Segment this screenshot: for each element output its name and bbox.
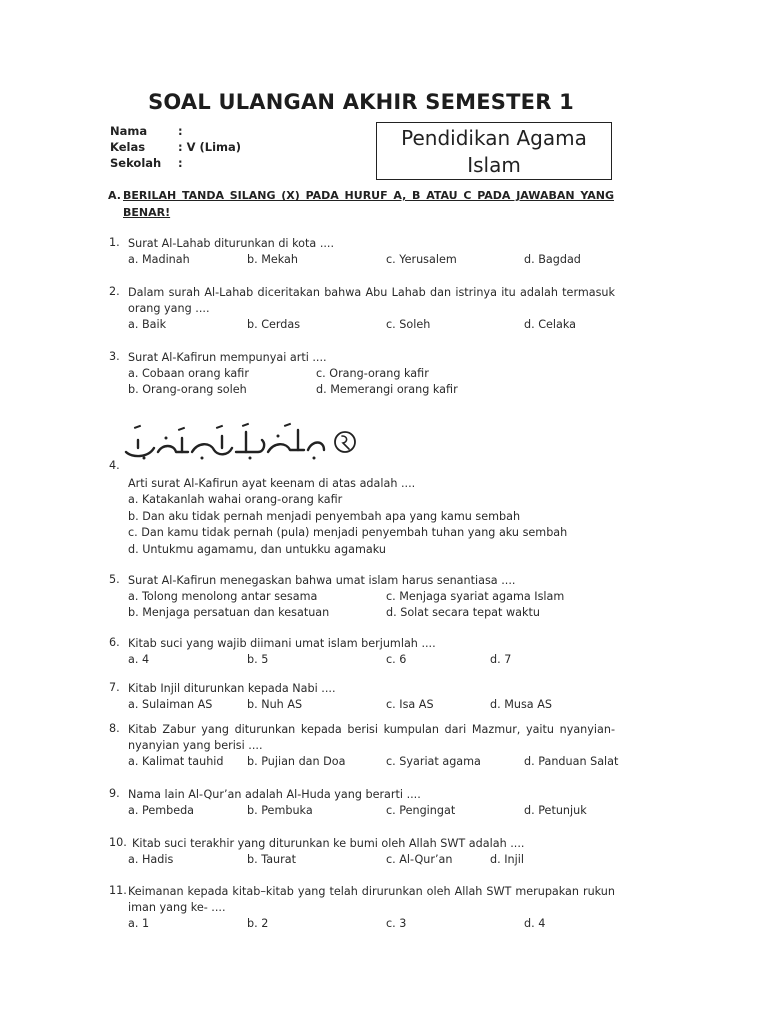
option-row xyxy=(128,803,615,819)
option-c[interactable]: c. Isa AS xyxy=(386,698,434,711)
option-a[interactable]: a. Pembeda xyxy=(128,804,195,817)
identity-value: : V (Lima) xyxy=(178,140,242,154)
question-number: 10. xyxy=(109,836,127,849)
option-d[interactable]: d. Injil xyxy=(490,853,524,866)
question-stem: Surat Al-Kafirun menegaskan bahwa umat islam harus senantiasa .... xyxy=(128,574,516,587)
option-c[interactable]: c. Dan kamu tidak pernah (pula) menjadi penyembah tuhan yang aku sembah xyxy=(128,526,568,539)
option-b[interactable]: b. 5 xyxy=(247,653,269,666)
question-stem: Arti surat Al-Kafirun ayat keenam di atas adalah .... xyxy=(128,477,416,490)
option-a[interactable]: a. Katakanlah wahai orang-orang kafir xyxy=(128,493,343,506)
question-stem: Kitab suci yang wajib diimani umat islam berjumlah .... xyxy=(128,637,436,650)
option-b[interactable]: b. Taurat xyxy=(247,853,296,866)
option-d[interactable]: d. Petunjuk xyxy=(524,804,587,817)
question-5 xyxy=(109,573,615,621)
option-c[interactable]: c. 6 xyxy=(386,653,407,666)
question-number: 6. xyxy=(109,636,120,649)
option-a[interactable]: a. Madinah xyxy=(128,253,190,266)
option-a[interactable]: a. Tolong menolong antar sesama xyxy=(128,590,318,603)
option-c[interactable]: c. Al-Qur’an xyxy=(386,853,453,866)
question-stem: Dalam surah Al-Lahab diceritakan bahwa Abu Lahab dan istrinya itu adalah termasuk orang yang .... xyxy=(128,286,615,315)
identity-label: Sekolah xyxy=(110,156,162,170)
subject-line-2: Islam xyxy=(467,153,521,177)
option-a[interactable]: a. Cobaan orang kafir xyxy=(128,367,249,380)
option-d[interactable]: d. Celaka xyxy=(524,318,577,331)
section-letter: A. xyxy=(108,189,121,202)
question-10 xyxy=(109,836,615,868)
question-number: 4. xyxy=(109,459,120,472)
option-row xyxy=(128,916,615,932)
question-stem: Nama lain Al-Qur’an adalah Al-Huda yang berarti .... xyxy=(128,788,421,801)
identity-value: : xyxy=(178,124,183,138)
option-d[interactable]: d. Untukmu agamamu, dan untukku agamaku xyxy=(128,542,386,556)
option-row xyxy=(128,589,615,605)
option-row xyxy=(128,382,615,398)
identity-nama xyxy=(110,124,183,138)
option-b[interactable]: b. Dan aku tidak pernah menjadi penyembah apa yang kamu sembah xyxy=(128,509,521,523)
question-stem: Kitab Injil diturunkan kepada Nabi .... xyxy=(128,682,336,695)
option-d[interactable]: d. Bagdad xyxy=(524,253,581,266)
option-b[interactable]: b. Pembuka xyxy=(247,804,313,817)
section-text: BERILAH TANDA SILANG (X) PADA HURUF A, B ATAU C PADA JAWABAN YANG BENAR! xyxy=(123,189,614,219)
question-stem: Kitab Zabur yang diturunkan kepada berisi kumpulan dari Mazmur, yaitu nyanyian-nyanyian yang berisi .... xyxy=(128,723,615,752)
arabic-verse-image xyxy=(118,418,368,462)
option-a[interactable]: a. 1 xyxy=(128,917,150,930)
identity-sekolah xyxy=(110,156,183,170)
option-row xyxy=(128,605,615,621)
question-stem: Surat Al-Lahab diturunkan di kota .... xyxy=(128,237,335,250)
question-6 xyxy=(109,636,615,668)
option-a[interactable]: a. Hadis xyxy=(128,853,174,866)
question-number: 1. xyxy=(109,236,120,249)
option-row xyxy=(128,652,615,668)
question-7 xyxy=(109,681,615,713)
question-number: 8. xyxy=(109,722,120,735)
question-8 xyxy=(109,722,619,770)
option-b[interactable]: b. Cerdas xyxy=(247,318,301,331)
question-number: 9. xyxy=(109,787,120,800)
option-d[interactable]: d. Solat secara tepat waktu xyxy=(386,606,540,619)
question-4 xyxy=(109,459,615,558)
identity-label: Nama xyxy=(110,124,148,138)
option-d[interactable]: d. Musa AS xyxy=(490,698,552,711)
question-stem: Surat Al-Kafirun mempunyai arti .... xyxy=(128,351,327,364)
option-row xyxy=(128,754,619,770)
option-row xyxy=(128,317,615,333)
option-a[interactable]: a. Kalimat tauhid xyxy=(128,755,224,768)
option-c[interactable]: c. Soleh xyxy=(386,318,431,331)
question-1 xyxy=(109,236,615,268)
option-d[interactable]: d. Panduan Salat xyxy=(524,755,619,768)
question-11 xyxy=(109,884,615,932)
option-d[interactable]: d. 7 xyxy=(490,653,512,666)
option-c[interactable]: c. Pengingat xyxy=(386,804,456,817)
option-c[interactable]: c. Yerusalem xyxy=(386,253,457,266)
identity-label: Kelas xyxy=(110,140,146,154)
option-row xyxy=(128,366,615,382)
question-9 xyxy=(109,787,615,819)
option-row xyxy=(128,852,615,868)
option-b[interactable]: b. Pujian dan Doa xyxy=(247,755,346,768)
subject-box xyxy=(376,122,612,180)
identity-kelas xyxy=(110,140,241,154)
option-b[interactable]: b. 2 xyxy=(247,917,269,930)
question-number: 7. xyxy=(109,681,120,694)
option-c[interactable]: c. Orang-orang kafir xyxy=(316,367,429,380)
question-2 xyxy=(109,285,615,333)
exam-title: SOAL ULANGAN AKHIR SEMESTER 1 xyxy=(148,90,574,114)
question-number: 2. xyxy=(109,285,120,298)
option-d[interactable]: d. 4 xyxy=(524,917,546,930)
question-3 xyxy=(109,350,615,398)
question-number: 11. xyxy=(109,884,127,897)
option-row xyxy=(128,697,615,713)
option-b[interactable]: b. Nuh AS xyxy=(247,698,303,711)
question-number: 5. xyxy=(109,573,120,586)
section-instruction xyxy=(108,187,614,221)
question-stem: Kitab suci terakhir yang diturunkan ke bumi oleh Allah SWT adalah .... xyxy=(132,837,525,850)
option-b[interactable]: b. Mekah xyxy=(247,253,298,266)
subject-line-1: Pendidikan Agama xyxy=(401,126,587,150)
identity-value: : xyxy=(178,156,183,170)
option-a[interactable]: a. Sulaiman AS xyxy=(128,698,213,711)
option-b[interactable]: b. Orang-orang soleh xyxy=(128,383,247,396)
question-stem: Keimanan kepada kitab–kitab yang telah dirurunkan oleh Allah SWT merupakan rukun iman yang ke- .... xyxy=(128,885,615,914)
option-c[interactable]: c. 3 xyxy=(386,917,407,930)
option-c[interactable]: c. Syariat agama xyxy=(386,755,481,768)
option-a[interactable]: a. Baik xyxy=(128,318,167,331)
option-d[interactable]: d. Memerangi orang kafir xyxy=(316,383,458,396)
question-number: 3. xyxy=(109,350,120,363)
option-c[interactable]: c. Menjaga syariat agama Islam xyxy=(386,590,565,603)
option-row xyxy=(128,252,615,268)
option-a[interactable]: a. 4 xyxy=(128,653,150,666)
option-b[interactable]: b. Menjaga persatuan dan kesatuan xyxy=(128,606,330,619)
